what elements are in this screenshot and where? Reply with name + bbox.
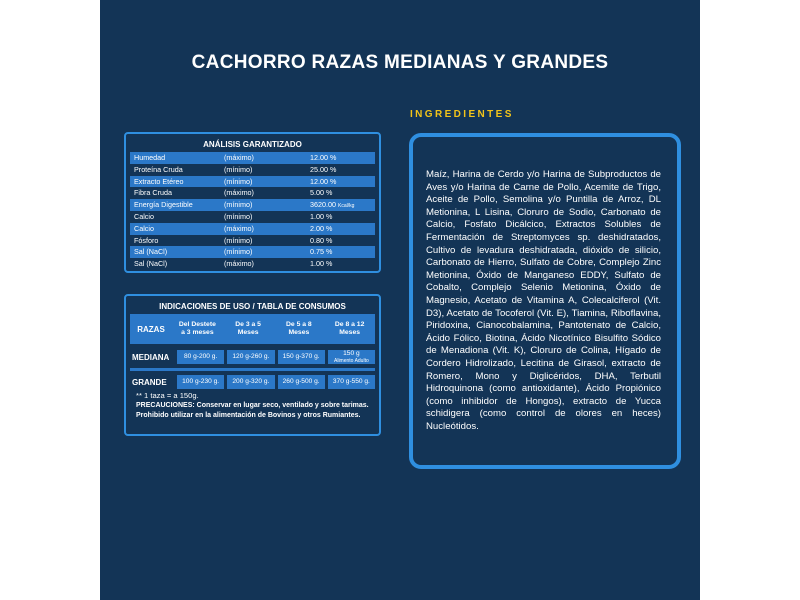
analysis-row: Proteína Cruda (mínimo) 25.00 % (130, 164, 375, 176)
analysis-heading: ANÁLISIS GARANTIZADO (203, 140, 302, 149)
usage-row-grande (130, 375, 375, 389)
usage-header-row (130, 314, 375, 344)
ingredients-box (409, 133, 681, 469)
usage-cell: 150 g Alimento Adulto (328, 350, 375, 364)
usage-cell: 80 g-200 g. (177, 350, 224, 364)
breed-name: MEDIANA (132, 352, 170, 362)
analysis-row: Calcio (máximo) 2.00 % (130, 223, 375, 235)
usage-cell: 260 g-500 g. (278, 375, 325, 389)
age-header: Del Destete a 3 meses (178, 321, 216, 336)
ingredients-text: Maíz, Harina de Cerdo y/o Harina de Subproductos de Aves y/o Harina de Carne de Pollo, Acemite de Trigo, Aceite de Pollo, Semolina y/o Puntilla de Arroz, DL Metionina, L Lisina, Cloruro de Sodio, Carbonato de Calcio, Fosfato Dicálcico, Extractos Solubles de Fermentación de Streptomyces sp. deshidratados, Cultivo de levadura deshidratada, dióxido de silicio, Carbonato de Hierro, Sulfato de Cobre, Complejo Zinc Metionina, Óxido de Manganeso EDDY, Sulfato de Cobalto, Complejo Selenio Metionina, Óxido de Magnesio, Acetato de Vitamina A, Colecalciferol (Vit. D3), Acetato de Tocoferol (Vit. E), Tiamina, Riboflavina, Piridoxina, Cianocobalamina, Pantotenato de Calcio, Ácido Fólico, Biotina, Ácido Nicotínico Bisulfito Sódico de Menadiona (Vit. K), Cloruro de Colina, Hígado de Cordero Hidrolizado, Lecitina de Girasol, extracto de Romero, Mono y Diglicéridos, DHA, Terbutil Hidroquinona (como antioxidante), Ácido Propiónico (como inhibidor de Hongos), extracto de Yucca schidigera (como control de olores en heces) Nucleótidos. (426, 169, 661, 432)
usage-cell: 150 g-370 g. (278, 350, 325, 364)
analysis-row: Extracto Etéreo (mínimo) 12.00 % (130, 176, 375, 188)
usage-table (124, 294, 381, 436)
product-info-panel (100, 0, 700, 600)
usage-row-mediana (130, 350, 375, 364)
age-header: De 8 a 12 Meses (334, 321, 365, 336)
analysis-row: Fibra Cruda (máximo) 5.00 % (130, 187, 375, 199)
usage-heading: INDICACIONES DE USO / TABLA DE CONSUMOS (159, 302, 346, 311)
analysis-row: Calcio (mínimo) 1.00 % (130, 211, 375, 223)
age-header: De 5 a 8 Meses (286, 321, 312, 336)
usage-cell: 120 g-260 g. (227, 350, 274, 364)
analysis-row: Energía Digestible (mínimo) 3620.00 Kcal/kg (130, 199, 375, 211)
precautions-text: PRECAUCIONES: Conservar en lugar seco, ventilado y sobre tarimas. Prohibido utilizar en la alimentación de Bovinos y otros Rumiantes. (136, 402, 369, 419)
cup-note: ** 1 taza = a 150g. (136, 391, 199, 400)
usage-cell: 100 g-230 g. (177, 375, 224, 389)
breed-name: GRANDE (132, 377, 167, 387)
ingredients-heading: INGREDIENTES (410, 109, 514, 120)
analysis-row: Sal (NaCl) (máximo) 1.00 % (130, 258, 375, 270)
age-header: De 3 a 5 Meses (235, 321, 261, 336)
page-title: CACHORRO RAZAS MEDIANAS Y GRANDES (191, 52, 609, 73)
usage-cell: 200 g-320 g. (227, 375, 274, 389)
usage-cell: 370 g-550 g. (328, 375, 375, 389)
guaranteed-analysis-table (124, 132, 381, 273)
analysis-row: Humedad (máximo) 12.00 % (130, 152, 375, 164)
analysis-row: Sal (NaCl) (mínimo) 0.75 % (130, 246, 375, 258)
row-divider (130, 368, 375, 371)
breeds-header: RAZAS (137, 324, 165, 334)
analysis-row: Fósforo (mínimo) 0.80 % (130, 235, 375, 247)
